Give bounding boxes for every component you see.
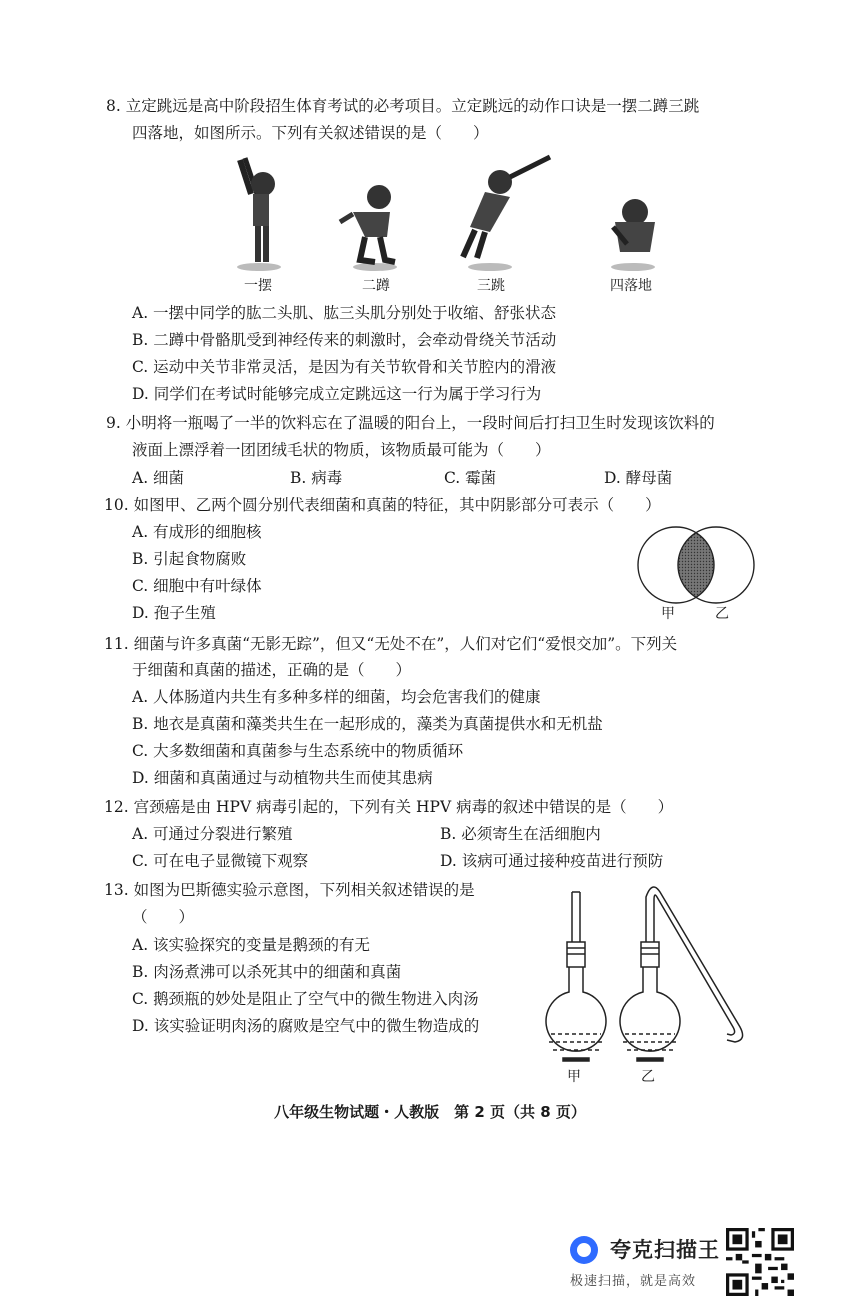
swing-figure-icon [237,158,281,271]
q11-option-b: B. 地衣是真菌和藻类共生在一起形成的，藻类为真菌提供水和无机盐 [132,715,603,733]
venn-diagram [636,524,758,606]
scanner-watermark [568,1228,798,1298]
q13-option-d: D. 该实验证明肉汤的腐败是空气中的微生物造成的 [132,1017,480,1035]
q11-stem-line1: 11. 细菌与许多真菌“无影无踪”，但又“无处不在”，人们对它们“爱恨交加”。下列关 [104,635,678,653]
q10-stem: 10. 如图甲、乙两个圆分别代表细菌和真菌的特征，其中阴影部分可表示（ ） [104,496,661,514]
figure-label-landing: 四落地 [610,278,652,294]
qr-code-icon [726,1228,794,1296]
venn-label-jia: 甲 [661,606,675,622]
q10-option-b: B. 引起食物腐败 [132,550,247,568]
q11-option-a: A. 人体肠道内共生有多种多样的细菌，均会危害我们的健康 [132,688,541,706]
q9-stem-line2: 液面上漂浮着一团团绒毛状的物质，该物质最可能为（ ） [132,441,551,459]
q13-stem-line2: （ ） [132,908,195,926]
scanner-brand: 夸克扫描王 [610,1238,720,1262]
q12-stem: 12. 宫颈癌是由 HPV 病毒引起的，下列有关 HPV 病毒的叙述中错误的是（ ） [104,798,674,816]
page-footer: 八年级生物试题・人教版 第 2 页（共 8 页） [274,1103,586,1121]
q9-option-b: B. 病毒 [290,469,343,487]
q10-option-c: C. 细胞中有叶绿体 [132,577,262,595]
q8-option-c: C. 运动中关节非常灵活，是因为有关节软骨和关节腔内的滑液 [132,358,557,376]
squat-figure-icon [340,185,397,271]
figure-label-swing: 一摆 [244,278,272,294]
landing-figure-icon [611,199,655,271]
scanner-slogan: 极速扫描，就是高效 [570,1274,697,1289]
q12-option-a: A. 可通过分裂进行繁殖 [132,825,293,843]
q10-option-a: A. 有成形的细胞核 [132,523,262,541]
jump-figure-icon [463,157,550,271]
quark-logo-icon [570,1236,598,1264]
q12-option-b: B. 必须寄生在活细胞内 [440,825,601,843]
q8-option-a: A. 一摆中同学的肱二头肌、肱三头肌分别处于收缩、舒张状态 [132,304,557,322]
q13-option-b: B. 肉汤煮沸可以杀死其中的细菌和真菌 [132,963,402,981]
figure-label-squat: 二蹲 [362,278,390,294]
q13-option-c: C. 鹅颈瓶的妙处是阻止了空气中的微生物进入肉汤 [132,990,479,1008]
pasteur-flask-diagram [535,882,755,1067]
q9-option-a: A. 细菌 [132,469,185,487]
q9-option-c: C. 霉菌 [444,469,497,487]
q9-stem-line1: 9. 小明将一瓶喝了一半的饮料忘在了温暖的阳台上，一段时间后打扫卫生时发现该饮料的 [106,414,715,432]
q10-option-d: D. 孢子生殖 [132,604,216,622]
flask-label-yi: 乙 [641,1069,655,1085]
q13-option-a: A. 该实验探究的变量是鹅颈的有无 [132,936,371,954]
q12-option-c: C. 可在电子显微镜下观察 [132,852,309,870]
q11-option-d: D. 细菌和真菌通过与动植物共生而使其患病 [132,769,433,787]
q8-option-b: B. 二蹲中骨骼肌受到神经传来的刺激时，会牵动骨绕关节活动 [132,331,557,349]
long-jump-figure [215,152,685,272]
q11-option-c: C. 大多数细菌和真菌参与生态系统中的物质循环 [132,742,464,760]
q13-stem-line1: 13. 如图为巴斯德实验示意图，下列相关叙述错误的是 [104,881,475,899]
q8-stem-line2: 四落地，如图所示。下列有关叙述错误的是（ ） [132,124,489,142]
q11-stem-line2: 于细菌和真菌的描述，正确的是（ ） [132,661,412,679]
q8-stem-line1: 8. 立定跳远是高中阶段招生体育考试的必考项目。立定跳远的动作口诀是一摆二蹲三跳 [106,97,700,115]
q9-option-d: D. 酵母菌 [604,469,673,487]
straight-neck-flask-icon [546,892,606,1061]
venn-label-yi: 乙 [715,606,729,622]
swan-neck-flask-icon [620,887,743,1061]
q12-option-d: D. 该病可通过接种疫苗进行预防 [440,852,664,870]
figure-label-jump: 三跳 [477,278,505,294]
flask-label-jia: 甲 [567,1069,581,1085]
q8-option-d: D. 同学们在考试时能够完成立定跳远这一行为属于学习行为 [132,385,542,403]
